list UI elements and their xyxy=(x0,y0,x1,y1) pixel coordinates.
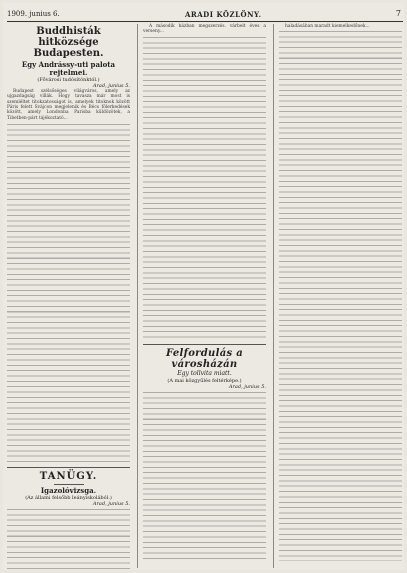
article-text-block xyxy=(7,124,130,464)
column-divider xyxy=(137,24,138,568)
subhead-palace: Egy Andrássy-uti palota rejtelmei. xyxy=(21,60,116,77)
page-number: 7 xyxy=(395,9,401,18)
col3-lead: haladásában maradt kiemelkedőnek... xyxy=(285,24,370,29)
section-rule xyxy=(143,344,266,345)
column-divider xyxy=(273,24,274,568)
header-rule xyxy=(7,21,403,22)
article-body xyxy=(7,89,130,121)
col2-lead: A második házban megszerzés. várbelt éves a verseny... xyxy=(143,24,266,35)
city-hall-dateline: Arad, junius 5. xyxy=(228,383,266,390)
section-rule xyxy=(7,467,130,468)
newspaper-page xyxy=(3,3,404,570)
dateline: Arad, junius 5. xyxy=(92,83,130,89)
col2-text-block xyxy=(143,37,266,341)
city-hall-source: (A mai közgyűlés feltérképe.) xyxy=(167,377,242,384)
article-lead: Budapest szélsőséges világváros, amely az ujgazdagság villák. Hogy tavasza már most is szemléltet titokzatosságot is, amelyek titoknok között Páris felett Svájcon megjelenik és Bécs fölerkedések között, amely Londonba Parisba küldözötek, a Tibetben-párt tájékoztató... xyxy=(7,89,130,121)
column-1 xyxy=(7,24,130,569)
section-subtitle: Igazolóvizsga. xyxy=(40,486,97,496)
subtitle-city-hall: Egy tollvita miatt. xyxy=(177,369,232,377)
issue-date: 1909. junius 6. xyxy=(7,10,60,18)
source-line: (Fővárosi tudósítónktól.) xyxy=(37,77,100,83)
city-hall-text-block xyxy=(143,392,266,560)
masthead xyxy=(7,7,403,21)
column-3 xyxy=(279,24,402,561)
section-title-tanugy: TANÜGY. xyxy=(39,471,98,483)
col3-text-block xyxy=(279,31,402,561)
paper-title: ARADI KÖZLÖNY. xyxy=(185,10,262,19)
title-underline xyxy=(54,484,84,485)
section-lead: (Az állami felsőbb leányiskolából.) xyxy=(25,495,112,502)
col3-body xyxy=(279,24,402,29)
section-text-block xyxy=(7,509,130,569)
headline-buddhists: Buddhisták hitközsége Budapesten. xyxy=(33,26,104,59)
section-dateline: Arad, junius 5. xyxy=(92,501,130,508)
col2-body xyxy=(143,24,266,35)
column-2 xyxy=(143,24,266,560)
headline-city-hall: Felfordulás a városházán xyxy=(166,347,243,370)
